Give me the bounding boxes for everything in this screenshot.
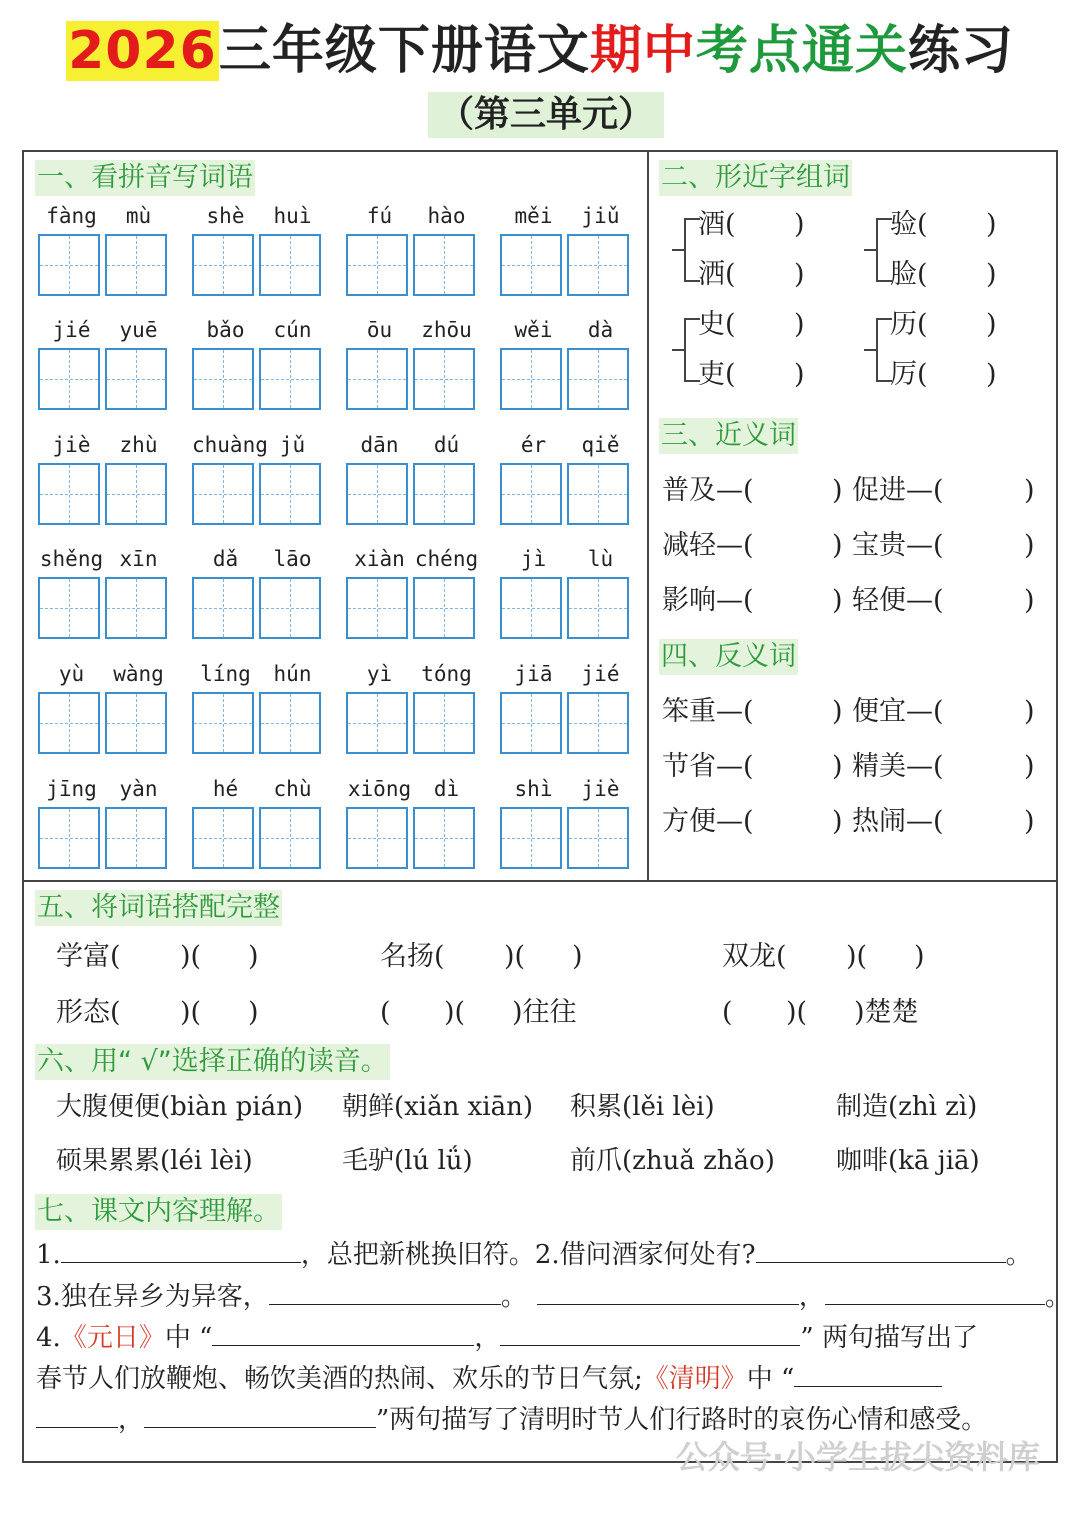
- pinyin-syllable: lù: [587, 547, 614, 571]
- pinyin-syllable: shè: [206, 204, 245, 228]
- similar-char-item: 验( ): [890, 209, 997, 240]
- word-pair: 精美—( ): [852, 751, 1035, 782]
- blank[interactable]: [500, 1319, 800, 1346]
- page-title: [0, 18, 1080, 84]
- match-part: ): [914, 941, 925, 972]
- match-part: )楚楚: [854, 997, 919, 1028]
- writing-box[interactable]: [259, 463, 321, 525]
- match-part: ): [248, 997, 259, 1028]
- poem-line-3: 4.《元日》中 “ ， ” 两句描写出了: [36, 1319, 978, 1355]
- match-part: )往往: [512, 997, 577, 1028]
- pinyin-syllable: zhōu: [421, 318, 472, 342]
- pronunciation-item[interactable]: 大腹便便(biàn pián): [56, 1092, 303, 1122]
- pinyin-syllable: fàng: [46, 204, 97, 228]
- pinyin-syllable: xiōng: [347, 777, 412, 801]
- writing-box[interactable]: [500, 807, 562, 869]
- blank[interactable]: [794, 1360, 942, 1387]
- writing-box[interactable]: [259, 692, 321, 754]
- writing-box[interactable]: [38, 463, 100, 525]
- poem-line-2: 3.独在异乡为异客， 。 ， 。: [36, 1278, 1071, 1314]
- match-part: )(: [786, 997, 808, 1028]
- writing-box[interactable]: [105, 348, 167, 410]
- pinyin-syllable: shì: [514, 777, 553, 801]
- pinyin-syllable: líng: [200, 662, 251, 686]
- similar-char-item: 洒( ): [698, 259, 805, 290]
- pinyin-syllable: xiàn: [354, 547, 405, 571]
- writing-box[interactable]: [500, 234, 562, 296]
- writing-box[interactable]: [500, 348, 562, 410]
- section5-title: 五、将词语搭配完整: [35, 890, 282, 926]
- pinyin-syllable: xīn: [119, 547, 158, 571]
- title-year: 2026: [68, 21, 217, 81]
- writing-box[interactable]: [259, 807, 321, 869]
- writing-box[interactable]: [413, 234, 475, 296]
- section6-title: 六、用“ √”选择正确的读音。: [35, 1044, 390, 1080]
- word-pair: 促进—( ): [852, 475, 1035, 506]
- pinyin-syllable: fú: [366, 204, 393, 228]
- match-part: 学富(: [56, 941, 121, 972]
- word-pair: 热闹—( ): [852, 806, 1035, 837]
- pinyin-syllable: ōu: [366, 318, 393, 342]
- blank[interactable]: [756, 1236, 1006, 1263]
- writing-box[interactable]: [567, 577, 629, 639]
- title-midterm: 期中: [589, 21, 696, 81]
- title-checkpoint: 考点通关: [695, 21, 908, 81]
- pinyin-syllable: jì: [520, 547, 547, 571]
- word-pair: 轻便—( ): [852, 585, 1035, 616]
- blank[interactable]: [36, 1401, 118, 1428]
- match-part: ): [572, 941, 583, 972]
- pinyin-syllable: huì: [273, 204, 312, 228]
- writing-box[interactable]: [105, 807, 167, 869]
- pinyin-syllable: chù: [273, 777, 312, 801]
- writing-box[interactable]: [413, 577, 475, 639]
- word-pair: 普及—( ): [662, 475, 843, 506]
- title-grade: 三年级下册语文: [218, 21, 590, 81]
- pronunciation-item[interactable]: 毛驴(lú lǘ): [342, 1146, 473, 1176]
- word-pair: 影响—( ): [662, 585, 843, 616]
- pronunciation-item[interactable]: 前爪(zhuǎ zhǎo): [570, 1146, 775, 1176]
- pinyin-syllable: jié: [52, 318, 91, 342]
- writing-box[interactable]: [346, 577, 408, 639]
- poem-line-1: 1. ，总把新桃换旧符。2.借问酒家何处有? 。: [36, 1236, 1032, 1272]
- unit-subtitle: （第三单元）: [428, 92, 664, 138]
- pinyin-syllable: bǎo: [206, 318, 245, 342]
- pinyin-syllable: wàng: [113, 662, 164, 686]
- pinyin-syllable: jiè: [52, 433, 91, 457]
- writing-box[interactable]: [105, 692, 167, 754]
- writing-box[interactable]: [500, 692, 562, 754]
- pronunciation-item[interactable]: 硕果累累(léi lèi): [56, 1146, 253, 1176]
- writing-box[interactable]: [259, 234, 321, 296]
- writing-box[interactable]: [567, 807, 629, 869]
- pinyin-syllable: měi: [514, 204, 553, 228]
- pinyin-syllable: jiè: [581, 777, 620, 801]
- pinyin-syllable: yì: [366, 662, 393, 686]
- word-pair: 方便—( ): [662, 806, 843, 837]
- writing-box[interactable]: [192, 577, 254, 639]
- writing-box[interactable]: [105, 463, 167, 525]
- match-part: 形态(: [56, 997, 121, 1028]
- word-pair: 节省—( ): [662, 751, 843, 782]
- writing-box[interactable]: [413, 807, 475, 869]
- blank[interactable]: [212, 1319, 474, 1346]
- writing-box[interactable]: [38, 577, 100, 639]
- section7-title: 七、课文内容理解。: [35, 1194, 282, 1230]
- match-part: 名扬(: [380, 941, 445, 972]
- match-part: )(: [504, 941, 526, 972]
- pinyin-syllable: jiā: [514, 662, 553, 686]
- similar-char-item: 酒( ): [698, 209, 805, 240]
- pinyin-syllable: shěng: [39, 547, 104, 571]
- pinyin-syllable: jīng: [46, 777, 97, 801]
- section1-title: 一、看拼音写词语: [35, 160, 255, 196]
- match-part: (: [722, 997, 733, 1028]
- poem-line-5: ， ”两句描写了清明时节人们行路时的哀伤心情和感受。: [36, 1401, 987, 1437]
- writing-box[interactable]: [567, 234, 629, 296]
- writing-box[interactable]: [413, 692, 475, 754]
- writing-box[interactable]: [105, 577, 167, 639]
- writing-box[interactable]: [500, 463, 562, 525]
- blank[interactable]: [269, 1278, 501, 1305]
- writing-box[interactable]: [259, 348, 321, 410]
- pinyin-syllable: jié: [581, 662, 620, 686]
- similar-char-item: 厉( ): [890, 359, 997, 390]
- writing-box[interactable]: [192, 807, 254, 869]
- writing-box[interactable]: [38, 348, 100, 410]
- pinyin-syllable: cún: [273, 318, 312, 342]
- section4-title: 四、反义词: [659, 639, 798, 675]
- writing-box[interactable]: [500, 577, 562, 639]
- writing-box[interactable]: [346, 807, 408, 869]
- pinyin-syllable: jiǔ: [581, 204, 620, 228]
- word-pair: 宝贵—( ): [852, 530, 1035, 561]
- match-part: )(: [180, 997, 202, 1028]
- pinyin-syllable: hé: [212, 777, 239, 801]
- pinyin-syllable: hún: [273, 662, 312, 686]
- writing-box[interactable]: [567, 463, 629, 525]
- writing-box[interactable]: [38, 692, 100, 754]
- pinyin-syllable: tóng: [421, 662, 472, 686]
- match-part: )(: [180, 941, 202, 972]
- similar-char-item: 历( ): [890, 309, 997, 340]
- pronunciation-item[interactable]: 制造(zhì zì): [836, 1092, 978, 1122]
- pinyin-syllable: dān: [360, 433, 399, 457]
- blank[interactable]: [825, 1278, 1045, 1305]
- writing-box[interactable]: [346, 348, 408, 410]
- pinyin-syllable: chuàng: [192, 433, 268, 457]
- word-pair: 笨重—( ): [662, 696, 843, 727]
- writing-box[interactable]: [567, 692, 629, 754]
- writing-box[interactable]: [105, 234, 167, 296]
- poem-line-4: 春节人们放鞭炮、畅饮美酒的热闹、欢乐的节日气氛;《清明》中 “: [36, 1360, 942, 1396]
- match-part: 双龙(: [722, 941, 787, 972]
- pinyin-syllable: hào: [427, 204, 466, 228]
- writing-box[interactable]: [346, 463, 408, 525]
- watermark: 公众号·小学生拔尖资料库: [675, 1438, 1040, 1476]
- pinyin-syllable: zhù: [119, 433, 158, 457]
- word-pair: 减轻—( ): [662, 530, 843, 561]
- pinyin-syllable: jǔ: [279, 433, 306, 457]
- pronunciation-item[interactable]: 积累(lěi lèi): [570, 1092, 715, 1122]
- similar-char-item: 史( ): [698, 309, 805, 340]
- title-practice: 练习: [907, 21, 1014, 81]
- similar-char-item: 吏( ): [698, 359, 805, 390]
- word-pair: 便宜—( ): [852, 696, 1035, 727]
- blank[interactable]: [144, 1401, 376, 1428]
- pinyin-syllable: ér: [520, 433, 547, 457]
- writing-box[interactable]: [192, 348, 254, 410]
- pinyin-syllable: qiě: [581, 433, 620, 457]
- pinyin-syllable: dà: [587, 318, 614, 342]
- match-part: )(: [444, 997, 466, 1028]
- section2-title: 二、形近字组词: [659, 160, 852, 196]
- writing-box[interactable]: [38, 234, 100, 296]
- pinyin-syllable: dì: [433, 777, 460, 801]
- writing-box[interactable]: [567, 348, 629, 410]
- pinyin-syllable: yuē: [119, 318, 158, 342]
- pronunciation-item[interactable]: 朝鲜(xiǎn xiān): [342, 1092, 534, 1122]
- pinyin-syllable: lāo: [273, 547, 312, 571]
- writing-box[interactable]: [192, 234, 254, 296]
- writing-box[interactable]: [346, 234, 408, 296]
- match-part: )(: [846, 941, 868, 972]
- match-part: (: [380, 997, 391, 1028]
- writing-box[interactable]: [259, 577, 321, 639]
- match-part: ): [248, 941, 259, 972]
- pinyin-syllable: yù: [58, 662, 85, 686]
- pinyin-syllable: yàn: [119, 777, 158, 801]
- writing-box[interactable]: [192, 692, 254, 754]
- pinyin-syllable: mù: [125, 204, 152, 228]
- writing-box[interactable]: [413, 348, 475, 410]
- writing-box[interactable]: [38, 807, 100, 869]
- pinyin-syllable: wěi: [514, 318, 553, 342]
- blank[interactable]: [61, 1236, 301, 1263]
- blank[interactable]: [537, 1278, 799, 1305]
- pinyin-syllable: dǎ: [212, 547, 239, 571]
- pronunciation-item[interactable]: 咖啡(kā jiā): [836, 1146, 980, 1176]
- similar-char-item: 脸( ): [890, 259, 997, 290]
- pinyin-syllable: chéng: [414, 547, 479, 571]
- writing-box[interactable]: [192, 463, 254, 525]
- writing-box[interactable]: [346, 692, 408, 754]
- section3-title: 三、近义词: [659, 418, 798, 454]
- pinyin-syllable: dú: [433, 433, 460, 457]
- writing-box[interactable]: [413, 463, 475, 525]
